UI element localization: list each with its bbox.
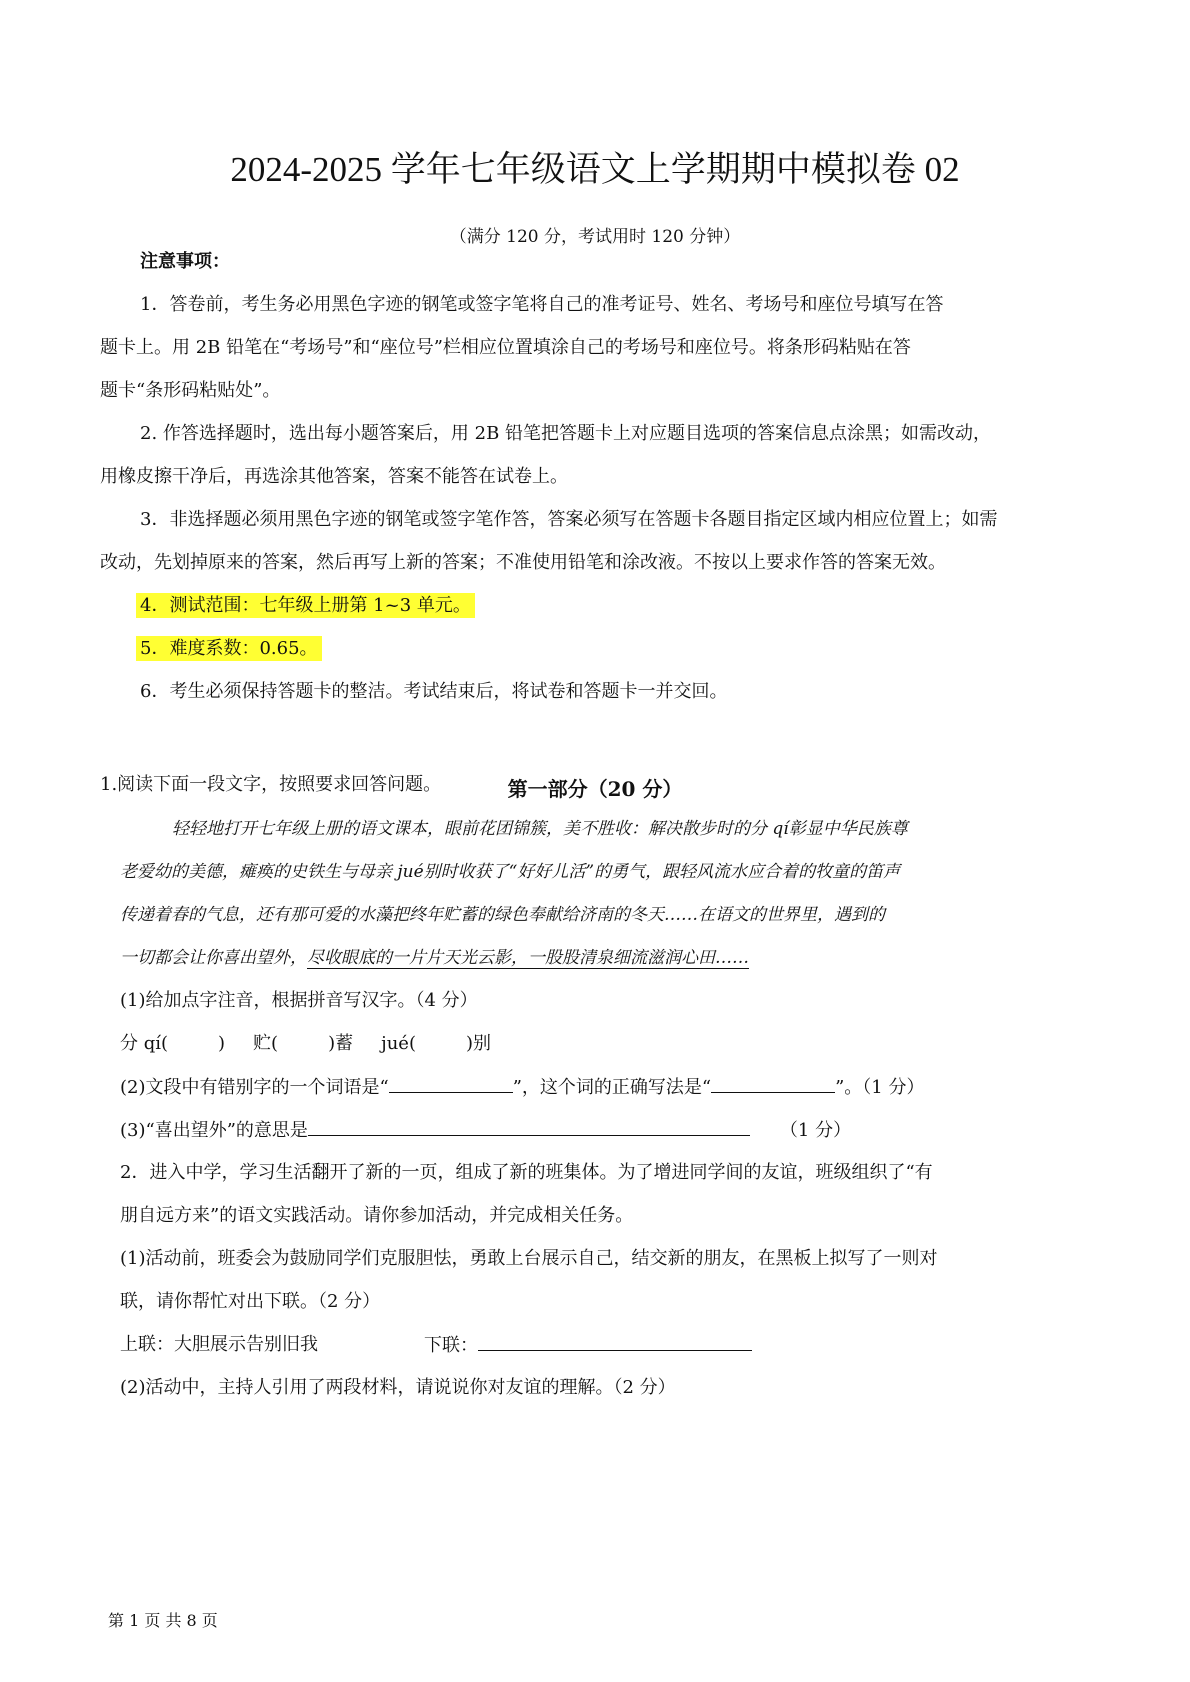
- q1-passage-line-4: [120, 943, 749, 973]
- q2-line-2: 朋自远方来”的语文实践活动。请你参加活动，并完成相关任务。: [120, 1205, 634, 1226]
- q1-passage-line-2: 老爱幼的美德，瘫痪的史铁生与母亲 jué别时收获了“好好儿活”的勇气，跟轻风流水应合着的牧童的笛声: [120, 862, 901, 882]
- section-1-heading: 第一部分（20 分）: [507, 777, 683, 801]
- q1-sub-2-text-c: ”。（1 分）: [835, 1077, 925, 1098]
- q1-char-xu: )蓄: [328, 1033, 354, 1054]
- q2-couplet-lower-label: 下联：: [424, 1335, 478, 1356]
- q1-sub-3-score: （1 分）: [779, 1120, 852, 1141]
- q1-sub-3-text: (3)“喜出望外”的意思是: [120, 1120, 308, 1141]
- q1-passage-line-3: 传递着春的气息，还有那可爱的水藻把终年贮蓄的绿色奉献给济南的冬天……在语文的世界里，遇到的: [120, 905, 885, 925]
- q2-sub-1-line-1: (1)活动前，班委会为鼓励同学们克服胆怯，勇敢上台展示自己，结交新的朋友，在黑板上拟写了一则对: [120, 1248, 938, 1269]
- notice-item-2-line-1: 2. 作答选择题时，选出每小题答案后，用 2B 铅笔把答题卡上对应题目选项的答案信息点涂黑；如需改动，: [140, 423, 992, 444]
- notice-item-3-line-1: 3．非选择题必须用黑色字迹的钢笔或签字笔作答，答案必须写在答题卡各题目指定区域内相应位置上；如需: [140, 509, 998, 530]
- q1-sub-3-blank[interactable]: [308, 1115, 750, 1136]
- q1-passage-line-4-start: 一切都会让你喜出望外，: [120, 948, 307, 968]
- q1-sub-3: [120, 1115, 851, 1146]
- q1-sub-1-answers: [120, 1029, 491, 1059]
- q1-sub-2: [120, 1072, 925, 1103]
- q1-char-zhu-label: 贮(: [253, 1033, 279, 1054]
- q2-sub-1-line-2: 联，请你帮忙对出下联。（2 分）: [120, 1291, 381, 1312]
- q1-sub-2-text-b: ”，这个词的正确写法是“: [512, 1077, 712, 1098]
- q1-paren-close: ): [218, 1033, 226, 1054]
- notice-item-1-line-3: 题卡“条形码粘贴处”。: [100, 380, 281, 401]
- notice-item-1-line-2: 题卡上。用 2B 铅笔在“考场号”和“座位号”栏相应位置填涂自己的考场号和座位号。将条形码粘贴在答: [100, 337, 911, 358]
- notice-item-3-line-2: 改动，先划掉原来的答案，然后再写上新的答案；不准使用铅笔和涂改液。不按以上要求作答的答案无效。: [100, 552, 946, 573]
- notice-item-4-highlighted: 4．测试范围：七年级上册第 1~3 单元。: [136, 593, 475, 618]
- q2-sub-2: (2)活动中，主持人引用了两段材料，请说说你对友谊的理解。（2 分）: [120, 1377, 676, 1398]
- q2-line-1: 2．进入中学，学习生活翻开了新的一页，组成了新的班集体。为了增进同学间的友谊，班级组织了“有: [120, 1162, 933, 1183]
- q2-couplet-lower-blank[interactable]: [478, 1330, 752, 1351]
- page-footer: 第 1 页 共 8 页: [108, 1611, 218, 1630]
- q1-passage-line-1: 轻轻地打开七年级上册的语文课本，眼前花团锦簇，美不胜收：解决散步时的分 qí彰显中华民族尊: [172, 819, 908, 839]
- q1-pinyin-qi-label: 分 qí(: [120, 1033, 169, 1054]
- q1-char-bie: )别: [465, 1033, 492, 1054]
- exam-subtitle: （满分 120 分，考试用时 120 分钟）: [449, 227, 741, 247]
- q1-pinyin-jue-label: jué(: [381, 1033, 416, 1054]
- q1-underlined-sentence: 尽收眼底的一片片天光云影，一股股清泉细流滋润心田……: [307, 948, 749, 968]
- q1-sub-2-text-a: (2)文段中有错别字的一个词语是“: [120, 1077, 389, 1098]
- q2-couplet-upper: 上联：大胆展示告别旧我: [120, 1334, 318, 1355]
- notice-item-5-highlighted: 5．难度系数：0.65。: [136, 636, 322, 661]
- notice-item-2-line-2: 用橡皮擦干净后，再选涂其他答案，答案不能答在试卷上。: [100, 466, 568, 487]
- q1-sub-1: (1)给加点字注音，根据拼音写汉字。（4 分）: [120, 990, 478, 1011]
- exam-title: 2024-2025 学年七年级语文上学期期中模拟卷 02: [230, 150, 960, 189]
- notice-item-1-line-1: 1．答卷前，考生务必用黑色字迹的钢笔或签字笔将自己的准考证号、姓名、考场号和座位号填写在答: [140, 294, 944, 315]
- notice-heading: 注意事项：: [140, 251, 230, 272]
- q2-couplet-lower: [424, 1330, 752, 1361]
- notice-item-6: 6．考生必须保持答题卡的整洁。考试结束后，将试卷和答题卡一并交回。: [140, 681, 728, 702]
- q1-sub-2-blank-correct-word[interactable]: [711, 1072, 835, 1093]
- q1-sub-2-blank-wrong-word[interactable]: [389, 1072, 513, 1093]
- q1-stem: 1.阅读下面一段文字，按照要求回答问题。: [100, 774, 442, 795]
